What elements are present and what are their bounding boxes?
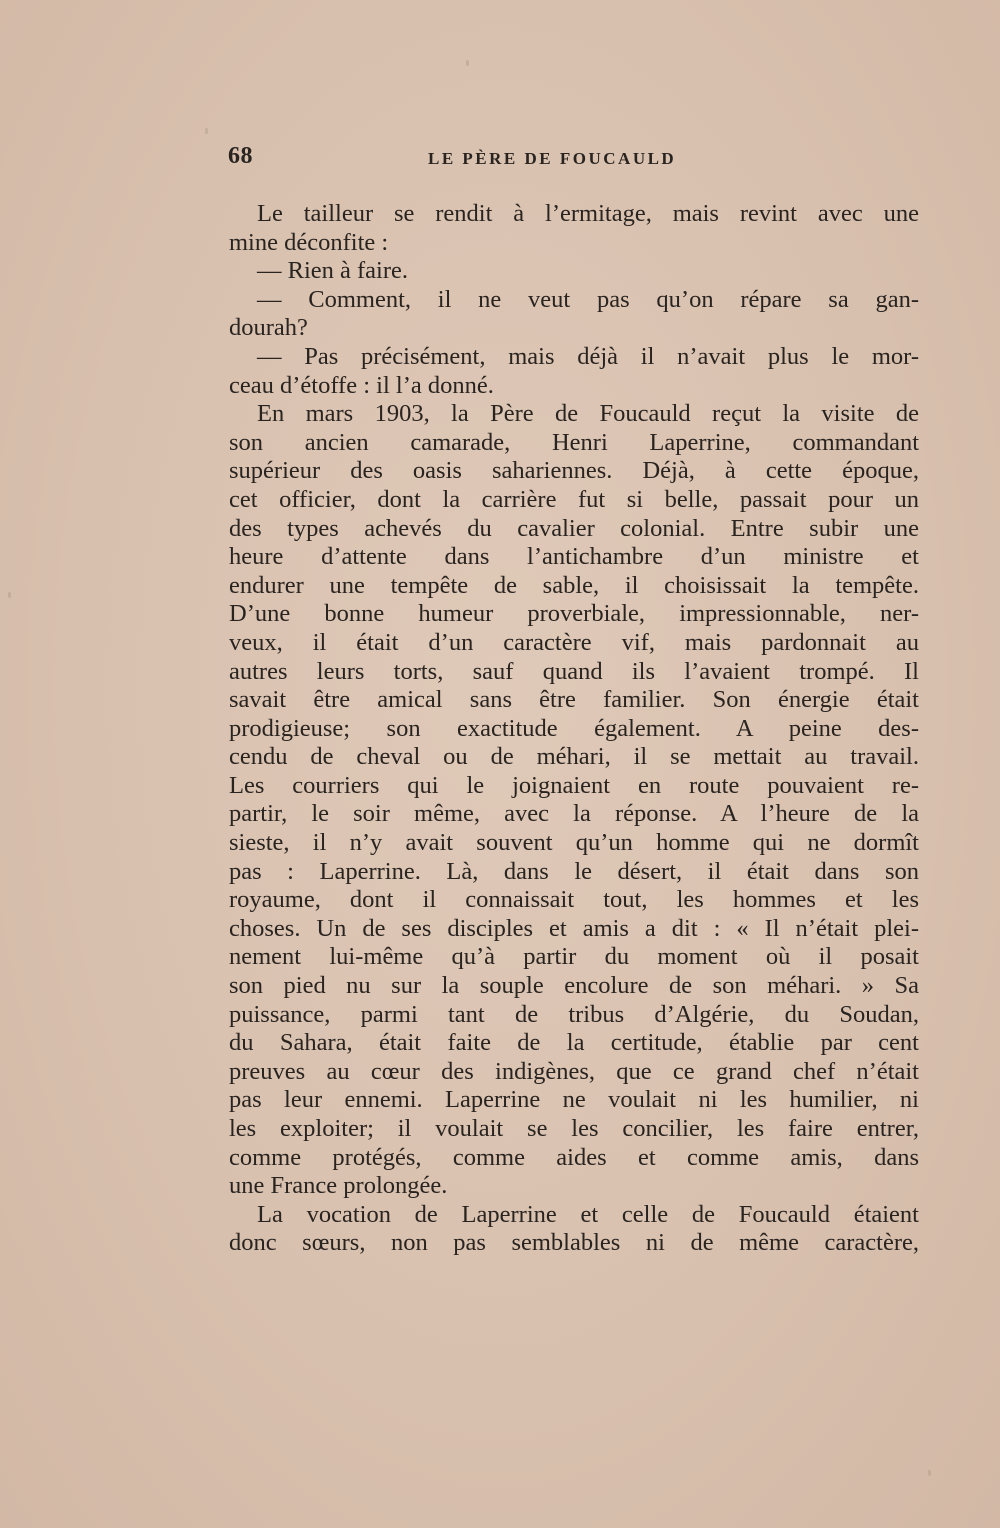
running-title: LE PÈRE DE FOUCAULD: [428, 149, 677, 168]
text-line: les exploiter; il voulait se les concilier, les faire entrer,: [229, 1115, 919, 1142]
page-header: [228, 143, 920, 179]
text-line: mine déconfite :: [229, 228, 389, 256]
text-line: supérieur des oasis sahariennes. Déjà, à cette époque,: [229, 457, 919, 485]
text-line: du Sahara, était faite de la certitude, établie par cent: [229, 1029, 919, 1057]
text-line: pas : Laperrine. Là, dans le désert, il était dans son: [229, 857, 919, 885]
text-line: — Pas précisément, mais déjà il n’avait plus le mor-: [257, 342, 919, 370]
text-line: — Rien à faire.: [257, 257, 409, 285]
text-line: preuves au cœur des indigènes, que ce grand chef n’était: [229, 1057, 919, 1085]
paper-speck: [466, 60, 469, 66]
text-line: sieste, il n’y avait souvent qu’un homme qui ne dormît: [229, 829, 919, 857]
text-line: royaume, dont il connaissait tout, les hommes et les: [229, 886, 919, 914]
page-number: 68: [228, 143, 253, 169]
text-line: cet officier, dont la carrière fut si belle, passait pour un: [229, 485, 919, 513]
text-line: choses. Un de ses disciples et amis a dit : « Il n’était plei-: [229, 914, 919, 942]
paper-speck: [8, 592, 11, 598]
text-line: veux, il était d’un caractère vif, mais pardonnait au: [229, 628, 919, 656]
text-line: savait être amical sans être familier. Son énergie était: [229, 686, 919, 714]
text-line: pas leur ennemi. Laperrine ne voulait ni les humilier, ni: [229, 1086, 919, 1114]
text-line: nement lui-même qu’à partir du moment où il posait: [229, 943, 919, 971]
text-line: endurer une tempête de sable, il choisissait la tempête.: [229, 571, 919, 599]
text-line: partir, le soir même, avec la réponse. A l’heure de la: [229, 800, 919, 828]
text-line: Le tailleur se rendit à l’ermitage, mais revint avec une: [257, 200, 919, 227]
text-line: autres leurs torts, sauf quand ils l’avaient trompé. Il: [229, 657, 919, 685]
paper-speck: [928, 1470, 931, 1476]
text-line: D’une bonne humeur proverbiale, impressionnable, ner-: [229, 600, 919, 628]
text-line: dourah?: [229, 314, 308, 342]
text-line: comme protégés, comme aides et comme amis, dans: [229, 1143, 919, 1171]
text-line: puissance, parmi tant de tribus d’Algérie, du Soudan,: [229, 1000, 919, 1028]
text-line: Les courriers qui le joignaient en route pouvaient re-: [229, 771, 919, 799]
text-line: — Comment, il ne veut pas qu’on répare sa gan-: [257, 285, 919, 313]
body-text: [229, 200, 919, 1258]
text-line: heure d’attente dans l’antichambre d’un ministre et: [229, 543, 919, 571]
text-line: son pied nu sur la souple encolure de son méhari. » Sa: [229, 972, 919, 1000]
text-line: En mars 1903, la Père de Foucauld reçut la visite de: [257, 400, 919, 428]
text-line: des types achevés du cavalier colonial. Entre subir une: [229, 514, 919, 542]
text-line: donc sœurs, non pas semblables ni de même caractère,: [229, 1229, 919, 1257]
text-line: cendu de cheval ou de méhari, il se mettait au travail.: [229, 743, 919, 771]
text-line: La vocation de Laperrine et celle de Foucauld étaient: [257, 1200, 919, 1228]
paper-speck: [205, 128, 208, 134]
text-line: son ancien camarade, Henri Laperrine, commandant: [229, 428, 919, 456]
text-line: une France prolongée.: [229, 1172, 448, 1200]
text-line: ceau d’étoffe : il l’a donné.: [229, 371, 494, 399]
text-line: prodigieuse; son exactitude également. A peine des-: [229, 714, 919, 742]
